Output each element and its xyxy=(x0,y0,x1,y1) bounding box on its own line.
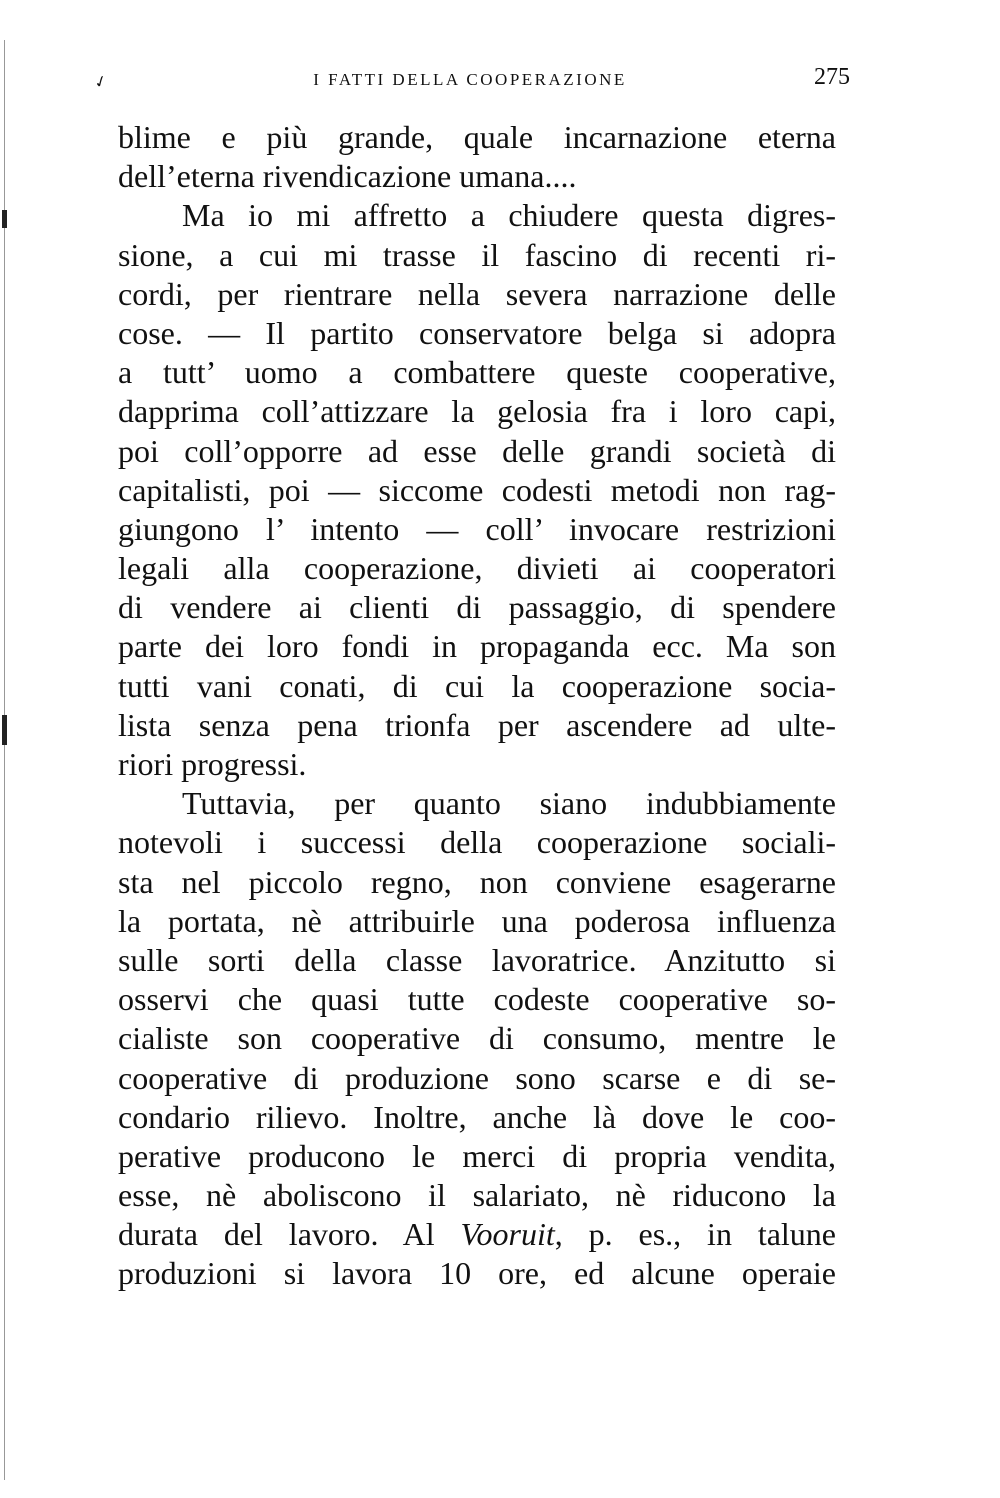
text-line: sta nel piccolo regno, non conviene esagerarne xyxy=(118,863,836,900)
text-line: produzioni si lavora 10 ore, ed alcune operaie xyxy=(118,1255,836,1292)
text-line: poi coll’opporre ad esse delle grandi società di xyxy=(118,432,836,469)
text-line: notevoli i successi della cooperazione sociali- xyxy=(118,824,836,861)
paragraph-start-line: Ma io mi affretto a chiudere questa digres- xyxy=(182,197,836,234)
text-line-with-italic xyxy=(118,1215,836,1254)
text-line: osservi che quasi tutte codeste cooperative so- xyxy=(118,981,836,1018)
text-line: giungono l’ intento — coll’ invocare restrizioni xyxy=(118,510,836,547)
text-line: cordi, per rientrare nella severa narrazione delle xyxy=(118,275,836,312)
text-line: esse, nè aboliscono il salariato, nè riducono la xyxy=(118,1177,836,1214)
text-line: dell’eterna rivendicazione umana.... xyxy=(118,158,577,195)
page-margin-edge xyxy=(4,40,5,1480)
margin-mark xyxy=(2,210,7,228)
text-line: cooperative di produzione sono scarse e di se- xyxy=(118,1059,836,1096)
text-line: di vendere ai clienti di passaggio, di spendere xyxy=(118,589,836,626)
body-text xyxy=(118,118,836,1294)
page-number: 275 xyxy=(814,64,850,90)
text-line: la portata, nè attribuirle una poderosa influenza xyxy=(118,902,836,939)
text-line: blime e più grande, quale incarnazione eterna xyxy=(118,119,836,155)
text-line: parte dei loro fondi in propaganda ecc. Ma son xyxy=(118,628,836,665)
text-line: condario rilievo. Inoltre, anche là dove le coo- xyxy=(118,1098,836,1135)
text-line: dapprima coll’attizzare la gelosia fra i loro capi, xyxy=(118,393,836,430)
text-line: riori progressi. xyxy=(118,746,307,782)
italic-title: Vooruit xyxy=(460,1216,555,1253)
margin-check-mark: ✓ xyxy=(91,70,111,93)
text-segment: , p. es., in talune xyxy=(554,1216,836,1253)
text-line: capitalisti, poi — siccome codesti metodi non rag- xyxy=(118,471,836,508)
text-line: a tutt’ uomo a combattere queste cooperative, xyxy=(118,354,836,391)
text-line: sulle sorti della classe lavoratrice. Anzitutto si xyxy=(118,941,836,978)
page-header xyxy=(90,60,850,100)
text-line: tutti vani conati, di cui la cooperazione socia- xyxy=(118,667,836,704)
running-title: I FATTI DELLA COOPERAZIONE xyxy=(313,70,627,89)
text-line: cose. — Il partito conservatore belga si adopra xyxy=(118,314,836,351)
text-line: lista senza pena trionfa per ascendere ad ulte- xyxy=(118,706,836,743)
text-line: legali alla cooperazione, divieti ai cooperatori xyxy=(118,550,836,587)
text-line: perative producono le merci di propria vendita, xyxy=(118,1137,836,1174)
paragraph-start-line: Tuttavia, per quanto siano indubbiamente xyxy=(182,785,836,822)
margin-mark xyxy=(2,715,7,745)
text-segment: durata del lavoro. Al xyxy=(118,1216,435,1253)
text-line: cialiste son cooperative di consumo, mentre le xyxy=(118,1020,836,1057)
text-line: sione, a cui mi trasse il fascino di recenti ri- xyxy=(118,236,836,273)
